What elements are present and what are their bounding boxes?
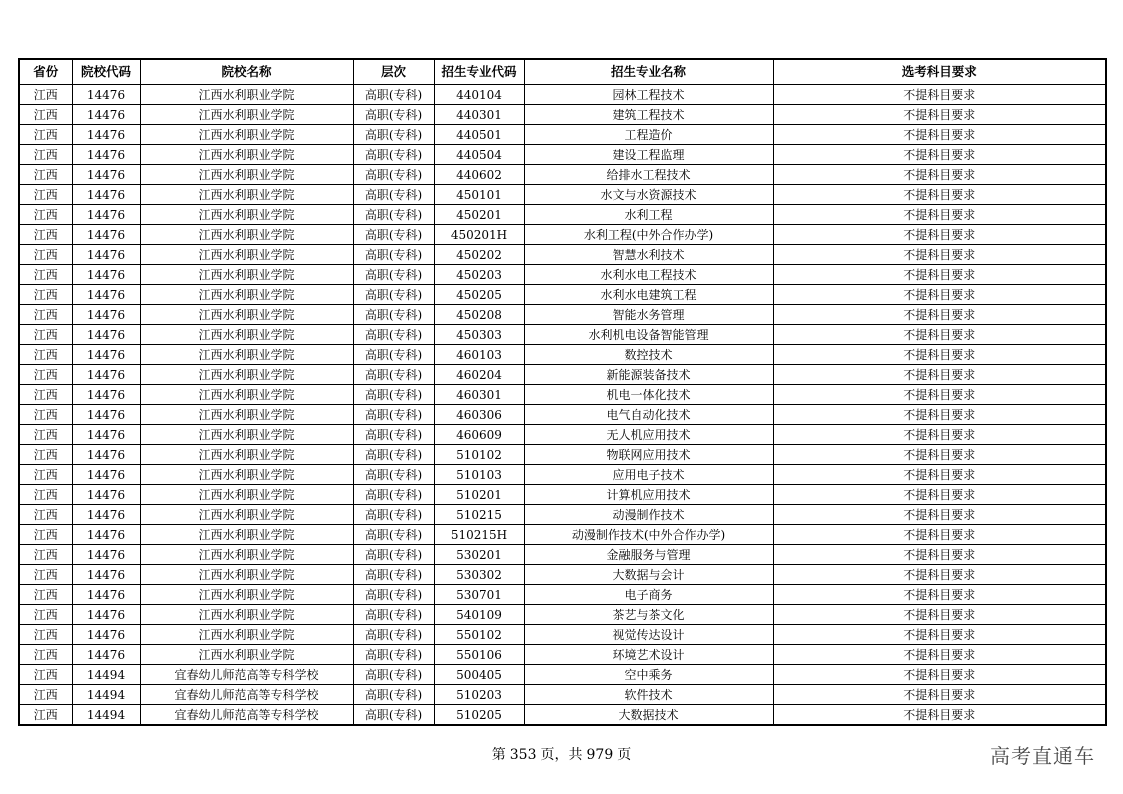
cell-school-code: 14476 (72, 505, 140, 525)
cell-subject-requirement: 不提科目要求 (773, 165, 1106, 185)
cell-subject-requirement: 不提科目要求 (773, 625, 1106, 645)
cell-level: 高职(专科) (353, 345, 434, 365)
cell-major-code: 550106 (434, 645, 524, 665)
cell-subject-requirement: 不提科目要求 (773, 445, 1106, 465)
cell-level: 高职(专科) (353, 425, 434, 445)
cell-school-name: 江西水利职业学院 (140, 485, 353, 505)
table-row (19, 525, 1106, 545)
cell-school-code: 14476 (72, 205, 140, 225)
cell-school-code: 14476 (72, 385, 140, 405)
table-row (19, 645, 1106, 665)
cell-major-code: 510203 (434, 685, 524, 705)
cell-subject-requirement: 不提科目要求 (773, 145, 1106, 165)
cell-level: 高职(专科) (353, 505, 434, 525)
cell-subject-requirement: 不提科目要求 (773, 665, 1106, 685)
footer-suffix: 页 (617, 747, 632, 763)
cell-level: 高职(专科) (353, 545, 434, 565)
cell-subject-requirement: 不提科目要求 (773, 345, 1106, 365)
cell-major-name: 无人机应用技术 (524, 425, 773, 445)
cell-major-code: 500405 (434, 665, 524, 685)
cell-subject-requirement: 不提科目要求 (773, 585, 1106, 605)
table-row (19, 325, 1106, 345)
table-row (19, 565, 1106, 585)
cell-subject-requirement: 不提科目要求 (773, 125, 1106, 145)
cell-province: 江西 (19, 245, 72, 265)
cell-level: 高职(专科) (353, 225, 434, 245)
table-row (19, 665, 1106, 685)
cell-major-name: 机电一体化技术 (524, 385, 773, 405)
cell-major-name: 智慧水利技术 (524, 245, 773, 265)
cell-subject-requirement: 不提科目要求 (773, 365, 1106, 385)
cell-level: 高职(专科) (353, 465, 434, 485)
cell-school-name: 江西水利职业学院 (140, 365, 353, 385)
cell-subject-requirement: 不提科目要求 (773, 485, 1106, 505)
cell-province: 江西 (19, 285, 72, 305)
cell-school-code: 14494 (72, 705, 140, 726)
cell-level: 高职(专科) (353, 265, 434, 285)
cell-subject-requirement: 不提科目要求 (773, 645, 1106, 665)
cell-school-code: 14476 (72, 625, 140, 645)
cell-major-code: 450201 (434, 205, 524, 225)
cell-major-name: 水利工程(中外合作办学) (524, 225, 773, 245)
cell-level: 高职(专科) (353, 705, 434, 726)
cell-level: 高职(专科) (353, 405, 434, 425)
cell-major-code: 450202 (434, 245, 524, 265)
cell-school-name: 江西水利职业学院 (140, 185, 353, 205)
cell-school-name: 江西水利职业学院 (140, 145, 353, 165)
cell-school-name: 江西水利职业学院 (140, 285, 353, 305)
cell-major-code: 460609 (434, 425, 524, 445)
cell-province: 江西 (19, 365, 72, 385)
cell-subject-requirement: 不提科目要求 (773, 205, 1106, 225)
cell-major-name: 新能源装备技术 (524, 365, 773, 385)
cell-province: 江西 (19, 105, 72, 125)
cell-major-name: 动漫制作技术(中外合作办学) (524, 525, 773, 545)
cell-major-code: 550102 (434, 625, 524, 645)
cell-subject-requirement: 不提科目要求 (773, 305, 1106, 325)
header-level: 层次 (353, 59, 434, 85)
cell-province: 江西 (19, 185, 72, 205)
cell-major-name: 视觉传达设计 (524, 625, 773, 645)
table-row (19, 505, 1106, 525)
cell-major-name: 水利水电工程技术 (524, 265, 773, 285)
cell-major-name: 应用电子技术 (524, 465, 773, 485)
cell-province: 江西 (19, 165, 72, 185)
cell-major-code: 440104 (434, 85, 524, 105)
cell-school-code: 14476 (72, 585, 140, 605)
cell-school-code: 14476 (72, 365, 140, 385)
cell-school-code: 14476 (72, 325, 140, 345)
table-row (19, 445, 1106, 465)
table-header-row (19, 59, 1106, 85)
cell-province: 江西 (19, 385, 72, 405)
cell-school-code: 14476 (72, 485, 140, 505)
cell-major-code: 530302 (434, 565, 524, 585)
cell-school-name: 江西水利职业学院 (140, 385, 353, 405)
cell-province: 江西 (19, 425, 72, 445)
cell-school-code: 14476 (72, 525, 140, 545)
cell-province: 江西 (19, 625, 72, 645)
cell-province: 江西 (19, 305, 72, 325)
cell-level: 高职(专科) (353, 205, 434, 225)
cell-major-name: 金融服务与管理 (524, 545, 773, 565)
header-subject-requirement: 选考科目要求 (773, 59, 1106, 85)
admission-table (18, 58, 1107, 726)
cell-subject-requirement: 不提科目要求 (773, 605, 1106, 625)
cell-major-code: 450101 (434, 185, 524, 205)
cell-school-code: 14476 (72, 565, 140, 585)
cell-school-name: 江西水利职业学院 (140, 345, 353, 365)
cell-major-code: 510215 (434, 505, 524, 525)
cell-subject-requirement: 不提科目要求 (773, 705, 1106, 726)
cell-level: 高职(专科) (353, 525, 434, 545)
footer-total-pages: 979 (586, 747, 614, 763)
cell-level: 高职(专科) (353, 145, 434, 165)
cell-subject-requirement: 不提科目要求 (773, 285, 1106, 305)
cell-level: 高职(专科) (353, 245, 434, 265)
cell-subject-requirement: 不提科目要求 (773, 465, 1106, 485)
table-row (19, 625, 1106, 645)
cell-province: 江西 (19, 685, 72, 705)
table-row (19, 305, 1106, 325)
cell-school-code: 14476 (72, 545, 140, 565)
cell-level: 高职(专科) (353, 445, 434, 465)
cell-school-name: 江西水利职业学院 (140, 265, 353, 285)
cell-province: 江西 (19, 545, 72, 565)
cell-school-name: 宜春幼儿师范高等专科学校 (140, 665, 353, 685)
cell-major-name: 水利工程 (524, 205, 773, 225)
cell-subject-requirement: 不提科目要求 (773, 225, 1106, 245)
table-row (19, 245, 1106, 265)
cell-major-code: 510103 (434, 465, 524, 485)
cell-school-name: 江西水利职业学院 (140, 405, 353, 425)
cell-school-code: 14476 (72, 425, 140, 445)
table-row (19, 365, 1106, 385)
cell-school-code: 14476 (72, 145, 140, 165)
cell-school-name: 江西水利职业学院 (140, 225, 353, 245)
cell-level: 高职(专科) (353, 325, 434, 345)
cell-major-name: 给排水工程技术 (524, 165, 773, 185)
table-row (19, 145, 1106, 165)
table-row (19, 605, 1106, 625)
cell-subject-requirement: 不提科目要求 (773, 85, 1106, 105)
footer-middle: 页，共 (540, 747, 583, 763)
page-footer (0, 744, 1123, 764)
cell-province: 江西 (19, 605, 72, 625)
cell-province: 江西 (19, 665, 72, 685)
cell-province: 江西 (19, 485, 72, 505)
table-row (19, 545, 1106, 565)
cell-school-name: 江西水利职业学院 (140, 205, 353, 225)
cell-school-name: 江西水利职业学院 (140, 625, 353, 645)
cell-school-code: 14476 (72, 285, 140, 305)
cell-major-code: 510215H (434, 525, 524, 545)
cell-major-name: 水利机电设备智能管理 (524, 325, 773, 345)
cell-school-code: 14476 (72, 405, 140, 425)
cell-province: 江西 (19, 585, 72, 605)
cell-major-code: 510201 (434, 485, 524, 505)
cell-level: 高职(专科) (353, 285, 434, 305)
cell-school-name: 江西水利职业学院 (140, 85, 353, 105)
cell-school-code: 14476 (72, 125, 140, 145)
cell-major-code: 540109 (434, 605, 524, 625)
cell-school-name: 江西水利职业学院 (140, 545, 353, 565)
cell-major-code: 450205 (434, 285, 524, 305)
cell-major-name: 工程造价 (524, 125, 773, 145)
cell-major-name: 数控技术 (524, 345, 773, 365)
cell-school-name: 江西水利职业学院 (140, 325, 353, 345)
cell-school-name: 江西水利职业学院 (140, 425, 353, 445)
cell-province: 江西 (19, 465, 72, 485)
cell-province: 江西 (19, 325, 72, 345)
cell-school-code: 14476 (72, 105, 140, 125)
cell-level: 高职(专科) (353, 105, 434, 125)
cell-school-name: 江西水利职业学院 (140, 105, 353, 125)
cell-subject-requirement: 不提科目要求 (773, 385, 1106, 405)
cell-major-code: 450203 (434, 265, 524, 285)
cell-province: 江西 (19, 705, 72, 726)
cell-school-name: 江西水利职业学院 (140, 645, 353, 665)
cell-school-code: 14494 (72, 685, 140, 705)
cell-level: 高职(专科) (353, 605, 434, 625)
table-row (19, 185, 1106, 205)
cell-major-name: 空中乘务 (524, 665, 773, 685)
cell-school-code: 14476 (72, 445, 140, 465)
cell-subject-requirement: 不提科目要求 (773, 105, 1106, 125)
cell-major-name: 建筑工程技术 (524, 105, 773, 125)
cell-subject-requirement: 不提科目要求 (773, 565, 1106, 585)
cell-subject-requirement: 不提科目要求 (773, 325, 1106, 345)
cell-level: 高职(专科) (353, 305, 434, 325)
table-row (19, 385, 1106, 405)
cell-school-name: 江西水利职业学院 (140, 305, 353, 325)
footer-current-page: 353 (509, 747, 537, 763)
cell-school-code: 14476 (72, 605, 140, 625)
header-school-name: 院校名称 (140, 59, 353, 85)
table-row (19, 265, 1106, 285)
header-province: 省份 (19, 59, 72, 85)
cell-major-name: 大数据与会计 (524, 565, 773, 585)
cell-level: 高职(专科) (353, 645, 434, 665)
cell-subject-requirement: 不提科目要求 (773, 265, 1106, 285)
cell-major-code: 530201 (434, 545, 524, 565)
table-body (19, 85, 1106, 726)
cell-major-name: 茶艺与茶文化 (524, 605, 773, 625)
cell-major-code: 460301 (434, 385, 524, 405)
header-major-name: 招生专业名称 (524, 59, 773, 85)
cell-school-code: 14476 (72, 305, 140, 325)
cell-school-name: 江西水利职业学院 (140, 165, 353, 185)
cell-province: 江西 (19, 345, 72, 365)
cell-major-code: 440501 (434, 125, 524, 145)
header-major-code: 招生专业代码 (434, 59, 524, 85)
cell-major-name: 水利水电建筑工程 (524, 285, 773, 305)
cell-province: 江西 (19, 405, 72, 425)
table-row (19, 205, 1106, 225)
cell-major-code: 460306 (434, 405, 524, 425)
cell-school-code: 14476 (72, 345, 140, 365)
cell-major-code: 450303 (434, 325, 524, 345)
cell-school-code: 14476 (72, 245, 140, 265)
table-row (19, 85, 1106, 105)
cell-province: 江西 (19, 125, 72, 145)
cell-level: 高职(专科) (353, 125, 434, 145)
cell-major-name: 动漫制作技术 (524, 505, 773, 525)
cell-province: 江西 (19, 225, 72, 245)
cell-subject-requirement: 不提科目要求 (773, 405, 1106, 425)
cell-level: 高职(专科) (353, 185, 434, 205)
cell-province: 江西 (19, 205, 72, 225)
cell-major-name: 环境艺术设计 (524, 645, 773, 665)
table-row (19, 285, 1106, 305)
cell-province: 江西 (19, 85, 72, 105)
cell-province: 江西 (19, 565, 72, 585)
cell-school-name: 江西水利职业学院 (140, 605, 353, 625)
cell-school-name: 江西水利职业学院 (140, 245, 353, 265)
cell-level: 高职(专科) (353, 165, 434, 185)
cell-school-name: 江西水利职业学院 (140, 525, 353, 545)
header-school-code: 院校代码 (72, 59, 140, 85)
cell-province: 江西 (19, 525, 72, 545)
cell-subject-requirement: 不提科目要求 (773, 425, 1106, 445)
cell-level: 高职(专科) (353, 625, 434, 645)
cell-province: 江西 (19, 645, 72, 665)
cell-major-code: 530701 (434, 585, 524, 605)
cell-school-name: 宜春幼儿师范高等专科学校 (140, 705, 353, 726)
cell-level: 高职(专科) (353, 485, 434, 505)
table-row (19, 585, 1106, 605)
cell-subject-requirement: 不提科目要求 (773, 685, 1106, 705)
cell-major-name: 园林工程技术 (524, 85, 773, 105)
cell-province: 江西 (19, 145, 72, 165)
cell-major-name: 软件技术 (524, 685, 773, 705)
cell-school-name: 江西水利职业学院 (140, 585, 353, 605)
cell-major-name: 建设工程监理 (524, 145, 773, 165)
cell-level: 高职(专科) (353, 685, 434, 705)
cell-school-code: 14476 (72, 165, 140, 185)
cell-subject-requirement: 不提科目要求 (773, 185, 1106, 205)
cell-major-code: 510205 (434, 705, 524, 726)
cell-major-code: 510102 (434, 445, 524, 465)
cell-level: 高职(专科) (353, 385, 434, 405)
cell-level: 高职(专科) (353, 665, 434, 685)
cell-major-code: 440301 (434, 105, 524, 125)
cell-subject-requirement: 不提科目要求 (773, 525, 1106, 545)
table-row (19, 345, 1106, 365)
cell-major-name: 大数据技术 (524, 705, 773, 726)
cell-province: 江西 (19, 445, 72, 465)
table-row (19, 485, 1106, 505)
cell-school-name: 宜春幼儿师范高等专科学校 (140, 685, 353, 705)
cell-major-code: 450208 (434, 305, 524, 325)
cell-school-code: 14476 (72, 265, 140, 285)
cell-major-code: 460204 (434, 365, 524, 385)
table-row (19, 105, 1106, 125)
cell-province: 江西 (19, 265, 72, 285)
cell-level: 高职(专科) (353, 585, 434, 605)
watermark-logo-text: 高考直通车 (990, 744, 1095, 768)
cell-school-code: 14494 (72, 665, 140, 685)
cell-school-name: 江西水利职业学院 (140, 465, 353, 485)
cell-major-code: 450201H (434, 225, 524, 245)
cell-school-name: 江西水利职业学院 (140, 565, 353, 585)
table-row (19, 165, 1106, 185)
table-row (19, 465, 1106, 485)
cell-level: 高职(专科) (353, 365, 434, 385)
table-row (19, 405, 1106, 425)
table-row (19, 705, 1106, 726)
table-row (19, 125, 1106, 145)
footer-prefix: 第 (491, 747, 506, 763)
cell-major-name: 计算机应用技术 (524, 485, 773, 505)
cell-school-code: 14476 (72, 465, 140, 485)
cell-school-code: 14476 (72, 225, 140, 245)
cell-major-name: 电气自动化技术 (524, 405, 773, 425)
cell-major-code: 440504 (434, 145, 524, 165)
cell-major-name: 智能水务管理 (524, 305, 773, 325)
table-row (19, 685, 1106, 705)
cell-school-code: 14476 (72, 645, 140, 665)
cell-level: 高职(专科) (353, 565, 434, 585)
cell-subject-requirement: 不提科目要求 (773, 545, 1106, 565)
cell-major-code: 460103 (434, 345, 524, 365)
cell-province: 江西 (19, 505, 72, 525)
table-row (19, 225, 1106, 245)
cell-subject-requirement: 不提科目要求 (773, 505, 1106, 525)
cell-level: 高职(专科) (353, 85, 434, 105)
table-row (19, 425, 1106, 445)
cell-major-name: 物联网应用技术 (524, 445, 773, 465)
cell-school-code: 14476 (72, 185, 140, 205)
cell-major-name: 水文与水资源技术 (524, 185, 773, 205)
cell-school-name: 江西水利职业学院 (140, 125, 353, 145)
cell-school-name: 江西水利职业学院 (140, 505, 353, 525)
cell-school-name: 江西水利职业学院 (140, 445, 353, 465)
cell-school-code: 14476 (72, 85, 140, 105)
cell-major-code: 440602 (434, 165, 524, 185)
cell-major-name: 电子商务 (524, 585, 773, 605)
cell-subject-requirement: 不提科目要求 (773, 245, 1106, 265)
